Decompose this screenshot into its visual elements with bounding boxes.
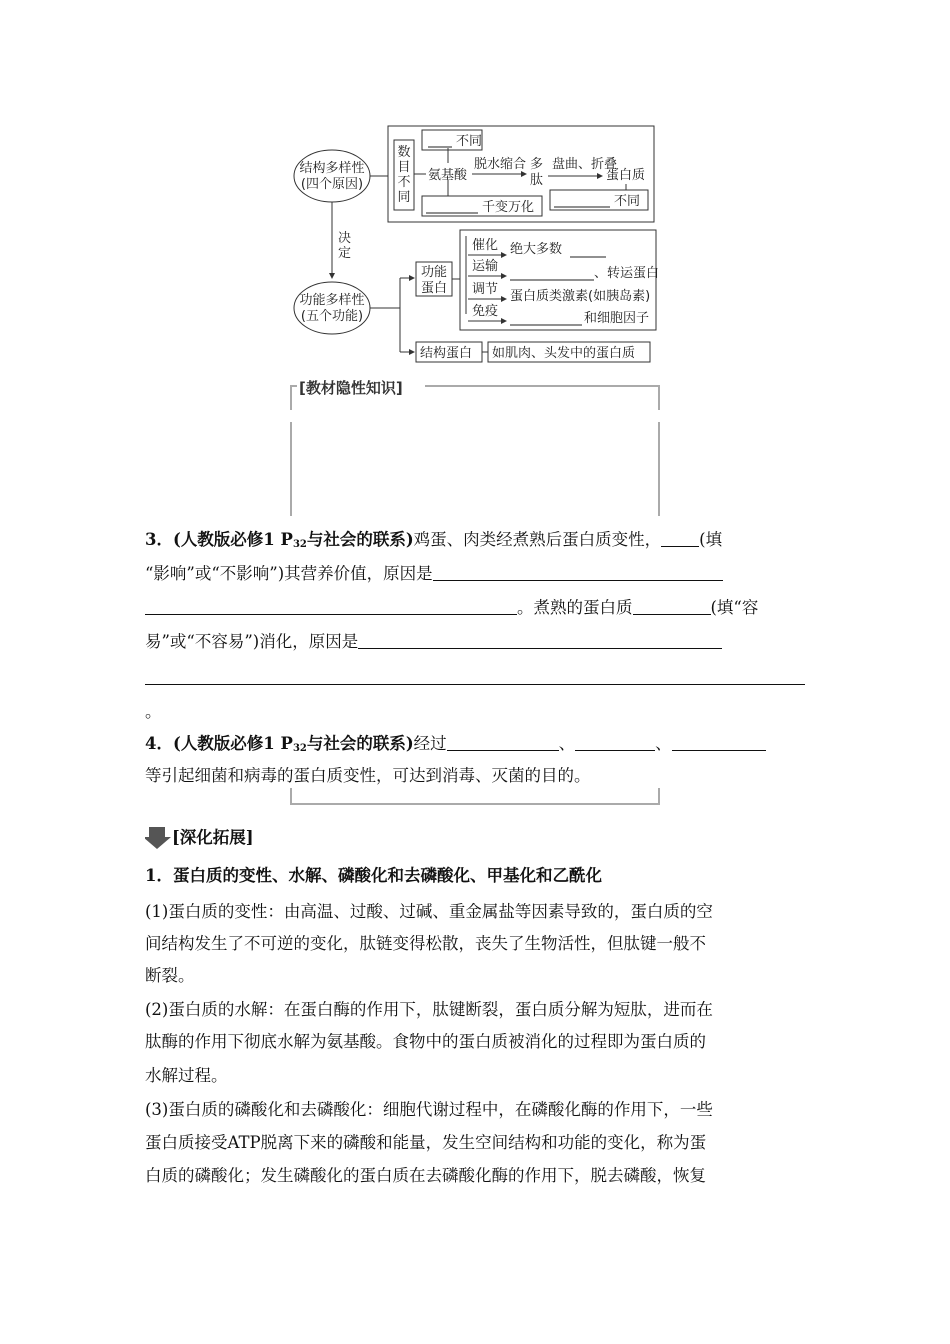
q3-line-2 [145, 564, 810, 584]
q3-blank-3[interactable] [145, 598, 517, 615]
knowledge-title: [教材隐性知识] [299, 379, 403, 397]
p3-line-3: 白质的磷酸化；发生磷酸化的蛋白质在去磷酸化酶的作用下，脱去磷酸，恢复 [145, 1166, 706, 1185]
q4-text-2: 等引起细菌和病毒的蛋白质变性，可达到消毒、灭菌的目的。 [145, 766, 591, 785]
q3-line-3 [145, 598, 810, 618]
structure-diversity-node [294, 150, 370, 202]
functional-protein-l1: 功能 [420, 265, 448, 280]
amino-acid-label: 氨基酸 [428, 168, 468, 183]
function-diversity-node [294, 282, 370, 334]
function-catalysis: 催化 [472, 238, 499, 253]
protein-label: 蛋白质 [606, 168, 646, 183]
q3-source-sub: 32 [292, 539, 307, 550]
function-immunity: 免疫 [472, 304, 499, 319]
q3-text-1: 鸡蛋、肉类经煮熟后蛋白质变性， [413, 530, 662, 549]
p1-line-2: 间结构发生了不可逆的变化，肽链变得松散，丧失了生物活性，但肽键一般不 [145, 934, 706, 953]
q4-blank-3[interactable] [672, 734, 766, 751]
number-char-4: 同 [397, 190, 411, 205]
q4-source-a: (人教版必修1 P [172, 734, 293, 753]
structural-protein-label: 结构蛋白 [420, 346, 473, 361]
q3-blank-4[interactable] [633, 598, 711, 615]
q3-text-7: 。 [145, 702, 162, 721]
dehydration-label: 脱水缩合 [474, 157, 527, 172]
q3-line-5 [145, 668, 810, 688]
function-immunity-desc: 和细胞因子 [584, 311, 650, 326]
q3-line-6 [145, 702, 810, 722]
folding-label: 盘曲、折叠 [552, 157, 618, 172]
p2-line-1: (2)蛋白质的水解：在蛋白酶的作用下，肽键断裂，蛋白质分解为短肽，进而在 [145, 1000, 713, 1019]
extension-heading: [深化拓展] [172, 828, 254, 847]
q3-blank-1[interactable] [661, 530, 699, 547]
q4-source-b: 与社会的联系) [306, 734, 414, 753]
q4-sep-2: 、 [655, 734, 672, 753]
decide-char-2: 定 [338, 246, 352, 261]
p3-line-1: (3)蛋白质的磷酸化和去磷酸化：细胞代谢过程中，在磷酸化酶的作用下，一些 [145, 1100, 713, 1119]
extension-title: 1．蛋白质的变性、水解、磷酸化和去磷酸化、甲基化和乙酰化 [145, 866, 602, 885]
number-char-1: 数 [397, 145, 411, 160]
q3-text-2: (填 [699, 530, 723, 549]
q4-sep-1: 、 [558, 734, 576, 753]
q3-line-4 [145, 632, 810, 652]
q3-text-3: “影响”或“不影响”)其营养价值，原因是 [145, 564, 433, 583]
space-diff-text: 不同 [614, 194, 641, 209]
q4-blank-1[interactable] [447, 734, 559, 751]
decide-char-1: 决 [338, 231, 352, 246]
functional-protein-l2: 蛋白 [420, 281, 448, 296]
protein-diversity-diagram [280, 118, 680, 378]
p2-line-3: 水解过程。 [145, 1066, 228, 1085]
q3-blank-5[interactable] [358, 632, 722, 649]
q3-text-6: 易”或“不容易”)消化，原因是 [145, 632, 359, 651]
p1-line-1: (1)蛋白质的变性：由高温、过酸、过碱、重金属盐等因素导致的，蛋白质的空 [145, 902, 713, 921]
q4-text-1: 经过 [413, 734, 447, 753]
function-diversity-label: 功能多样性 [299, 293, 365, 308]
type-diff-text: 不同 [456, 134, 483, 149]
q3-number: 3． [145, 530, 173, 549]
function-diversity-sub: (五个功能) [300, 309, 364, 324]
q4-number: 4． [145, 734, 173, 753]
q4-blank-2[interactable] [575, 734, 655, 751]
function-regulation-desc: 蛋白质类激素(如胰岛素) [510, 289, 651, 304]
number-char-2: 目 [397, 160, 411, 175]
q3-source-a: (人教版必修1 P [172, 530, 293, 549]
q3-blank-6[interactable] [145, 668, 805, 685]
number-char-3: 不 [397, 175, 411, 190]
function-transport: 运输 [472, 259, 499, 274]
q3-line-1 [145, 530, 810, 555]
q3-text-5: (填“容 [710, 598, 759, 617]
q4-line-2 [145, 766, 810, 786]
p1-line-3: 断裂。 [145, 966, 195, 985]
function-catalysis-desc: 绝大多数 [510, 242, 563, 257]
structural-example-text: 如肌肉、头发中的蛋白质 [492, 346, 636, 361]
polypeptide-char-2: 肽 [530, 173, 544, 188]
order-diff-text: 千变万化 [482, 200, 535, 215]
p3-line-2: 蛋白质接受ATP脱离下来的磷酸和能量，发生空间结构和功能的变化，称为蛋 [145, 1133, 707, 1152]
q3-blank-2[interactable] [433, 564, 723, 581]
structure-diversity-label: 结构多样性 [299, 161, 365, 176]
q3-source-b: 与社会的联系) [306, 530, 414, 549]
q4-line-1 [145, 734, 810, 759]
p2-line-2: 肽酶的作用下彻底水解为氨基酸。食物中的蛋白质被消化的过程即为蛋白质的 [145, 1032, 706, 1051]
polypeptide-char-1: 多 [530, 157, 544, 172]
function-transport-desc: 、转运蛋白 [594, 266, 660, 281]
q3-text-4: 。煮熟的蛋白质 [517, 598, 633, 617]
structure-diversity-sub: (四个原因) [300, 177, 364, 192]
function-regulation: 调节 [472, 282, 499, 297]
q4-source-sub: 32 [292, 743, 307, 754]
down-arrow-icon [145, 827, 171, 849]
